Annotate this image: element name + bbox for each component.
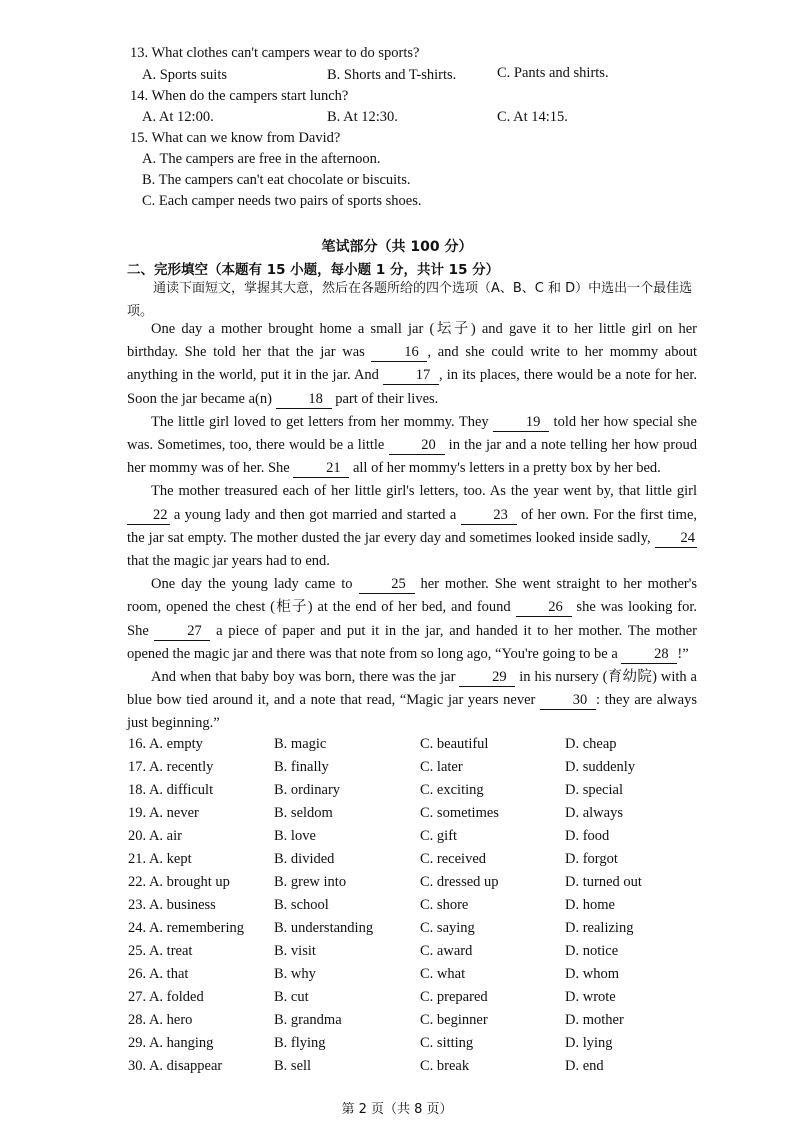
option-c: C. exciting [420,782,484,798]
page-footer: 第 2 页（共 8 页） [341,1102,453,1117]
option-c: C. beautiful [420,736,489,752]
blank-29: 29 [459,669,515,687]
option-a: 22. A. brought up [128,874,230,890]
blank-20: 20 [389,437,445,455]
question-14-stem: 14. When do the campers start lunch? [130,88,349,104]
option-b: B. flying [274,1035,326,1051]
question-13-option-a: A. Sports suits [142,67,228,83]
option-c: C. beginner [420,1012,488,1028]
option-a: 16. A. empty [128,736,203,752]
options-row-16 [128,736,728,759]
options-row-26 [128,966,728,989]
blank-28: 28 [621,646,677,664]
option-a: 29. A. hanging [128,1035,214,1051]
blank-22: 22 [127,507,170,525]
option-c: C. sometimes [420,805,499,821]
blank-17: 17 [383,367,439,385]
question-14-option-a: A. At 12:00. [142,109,214,125]
options-row-25 [128,943,728,966]
options-row-30 [128,1058,728,1081]
option-d: D. always [565,805,623,821]
option-b: B. ordinary [274,782,341,798]
options-row-27 [128,989,728,1012]
option-d: D. turned out [565,874,642,890]
written-section-title: 笔试部分（共 100 分） [321,239,473,255]
option-b: B. grew into [274,874,347,890]
option-b: B. magic [274,736,327,752]
blank-25: 25 [359,576,415,594]
options-row-17 [128,759,728,782]
option-a: 21. A. kept [128,851,192,867]
option-a: 19. A. never [128,805,199,821]
option-a: 24. A. remembering [128,920,244,936]
question-13-option-c: C. Pants and shirts. [497,65,609,81]
question-14-option-b: B. At 12:30. [327,109,398,125]
option-b: B. understanding [274,920,374,936]
option-a: 28. A. hero [128,1012,193,1028]
option-c: C. sitting [420,1035,474,1051]
options-row-29 [128,1035,728,1058]
option-c: C. prepared [420,989,488,1005]
options-row-19 [128,805,728,828]
blank-30: 30 [540,692,596,710]
option-a: 26. A. that [128,966,189,982]
option-b: B. seldom [274,805,333,821]
option-d: D. wrote [565,989,616,1005]
option-a: 17. A. recently [128,759,214,775]
option-d: D. cheap [565,736,617,752]
option-b: B. sell [274,1058,312,1074]
option-c: C. saying [420,920,475,936]
cloze-instructions: 通读下面短文，掌握其大意，然后在各题所给的四个选项（A、B、C 和 D）中选出一个最佳选项。 [127,281,693,319]
blank-26: 26 [516,599,572,617]
question-14-option-c: C. At 14:15. [497,109,568,125]
option-c: C. shore [420,897,469,913]
option-d: D. home [565,897,615,913]
option-d: D. whom [565,966,619,982]
options-row-23 [128,897,728,920]
option-a: 30. A. disappear [128,1058,223,1074]
option-c: C. later [420,759,463,775]
blank-19: 19 [493,414,549,432]
option-a: 23. A. business [128,897,216,913]
option-d: D. realizing [565,920,634,936]
option-a: 27. A. folded [128,989,204,1005]
question-15-option-c: C. Each camper needs two pairs of sports shoes. [142,193,422,209]
option-c: C. dressed up [420,874,499,890]
passage-paragraph-4: One day the young lady came to 25 her mother. She went straight to her mother's room, opened the chest (柜子) at the end of her bed, and found 26 she was looking for. She 27 a piece of paper and put it in the jar, and handed it to her mother. The mother opened the magic jar and there was that note from so long ago, “You're going to be a 28 !” [127,576,698,662]
option-d: D. special [565,782,623,798]
option-c: C. gift [420,828,458,844]
passage-paragraph-2: The little girl loved to get letters from her mommy. They 19 told her how special she was. Sometimes, too, there would be a little 20 in the jar and a note telling her how proud her mommy was of her. She 21 all of her mommy's letters in a pretty box by her bed. [127,413,697,477]
blank-18: 18 [276,391,332,409]
option-a: 20. A. air [128,828,182,844]
option-d: D. food [565,828,610,844]
option-b: B. finally [274,759,329,775]
blank-21: 21 [293,460,349,478]
option-d: D. suddenly [565,759,636,775]
options-row-24 [128,920,728,943]
passage-paragraph-1: One day a mother brought home a small jar (坛子) and gave it to her little girl on her birthday. She told her that the jar was 16 , and she could write to her mommy about anything in the world, put it in the jar. And 17 , in its places, there would be a note for her. Soon the jar became a(n) 18 part of their lives. [127,321,697,407]
option-b: B. cut [274,989,309,1005]
option-c: C. break [420,1058,470,1074]
option-d: D. end [565,1058,604,1074]
option-d: D. forgot [565,851,618,867]
option-b: B. divided [274,851,335,867]
passage-paragraph-5: And when that baby boy was born, there was the jar 29 in his nursery (育幼院) with a blue bow tied around it, and a note that read, “Magic jar years never 30 : they are always just beginning.” [127,669,697,732]
option-a: 25. A. treat [128,943,193,959]
option-b: B. school [274,897,329,913]
question-15-option-b: B. The campers can't eat chocolate or biscuits. [142,172,411,188]
question-13-option-b: B. Shorts and T-shirts. [327,67,457,83]
blank-24: 24 [655,530,698,548]
question-15-option-a: A. The campers are free in the afternoon. [142,151,381,167]
option-c: C. what [420,966,466,982]
blank-16: 16 [371,344,427,362]
option-c: C. award [420,943,473,959]
options-row-18 [128,782,728,805]
option-c: C. received [420,851,487,867]
options-row-21 [128,851,728,874]
option-b: B. visit [274,943,316,959]
option-d: D. mother [565,1012,624,1028]
options-row-22 [128,874,728,897]
options-row-28 [128,1012,728,1035]
question-15-stem: 15. What can we know from David? [130,130,341,146]
blank-23: 23 [461,507,517,525]
passage-paragraph-3: The mother treasured each of her little girl's letters, too. As the year went by, that little girl 22 a young lady and then got married and started a 23 of her own. For the first time, the jar sat empty. The mother dusted the jar every day and sometimes looked inside sadly, 24 that the magic jar years had to end. [127,483,698,570]
cloze-section-heading: 二、完形填空（本题有 15 小题，每小题 1 分，共计 15 分） [127,262,500,278]
option-a: 18. A. difficult [128,782,214,798]
cloze-passage [127,318,697,736]
blank-27: 27 [154,623,210,641]
options-row-20 [128,828,728,851]
option-b: B. why [274,966,316,982]
question-13-stem: 13. What clothes can't campers wear to do sports? [130,45,420,61]
option-d: D. notice [565,943,619,959]
option-d: D. lying [565,1035,613,1051]
option-b: B. love [274,828,316,844]
option-b: B. grandma [274,1012,342,1028]
